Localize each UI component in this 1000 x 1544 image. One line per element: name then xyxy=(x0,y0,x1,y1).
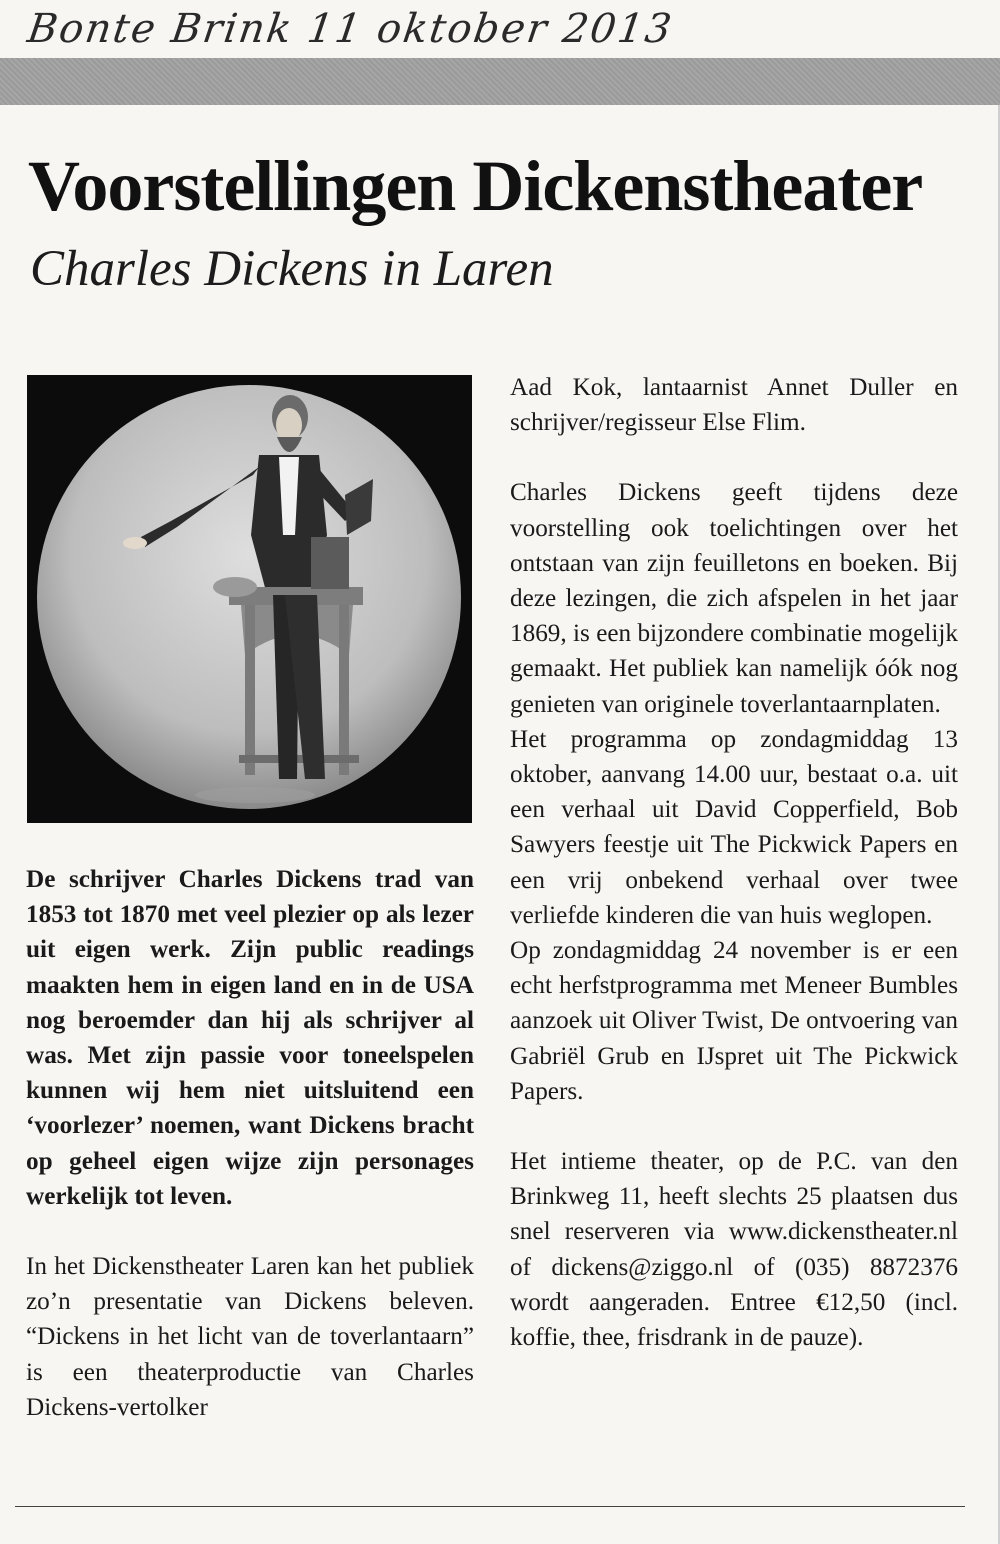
article-lead-paragraph: De schrijver Charles Dickens trad van 1853 tot 1870 met veel plezier op als lezer uit eigen werk. Zijn public readings maakten hem in eigen land en in de USA nog beroemder dan hij als schrijver al was. Met zijn passie voor toneelspelen kunnen wij hem niet uitsluitend een ‘voorlezer’ noemen, want Dickens bracht op geheel eigen wijze zijn personages werkelijk tot leven. xyxy=(26,866,474,1210)
article-headline: Voorstellingen Dickenstheater xyxy=(28,146,923,226)
body-paragraph-right-3: Het programma op zondagmiddag 13 oktober, aanvang 14.00 uur, bestaat o.a. uit een verhaal uit David Copperfield, Bob Sawyers feestje uit The Pickwick Papers en een vrij onbekend verhaal over twee verliefde kinderen die van huis weglopen. xyxy=(510,725,958,929)
body-paragraph-right-4: Op zondagmiddag 24 november is er een echt herfstprogramma met Meneer Bumbles aanzoek uit Oliver Twist, De ontvoering van Gabriël Grub en IJspret uit The Pickwick Papers. xyxy=(510,937,958,1105)
body-paragraph-right-5: Het intieme theater, op de P.C. van den Brinkweg 11, heeft slechts 25 plaatsen dus snel reserveren via www.dickenstheater.nl of dickens@ziggo.nl of (035) 8872376 wordt aangeraden. Entree €12,50 (incl. koffie, thee, frisdrank in de pauze). xyxy=(510,1148,958,1352)
body-paragraph-right-2: Charles Dickens geeft tijdens deze voorstelling ook toelichtingen over het ontstaan van zijn feuilletons en boeken. Bij deze lezingen, die zich afspelen in het jaar 1869, is een bijzondere combinatie mogelijk gemaakt. Het publiek kan namelijk óók nog genieten van originele toverlantaarnplaten. xyxy=(510,479,958,718)
right-column xyxy=(510,370,958,1355)
dickens-engraving-image xyxy=(27,375,472,823)
handwritten-source-note: Bonte Brink 11 oktober 2013 xyxy=(24,6,676,52)
body-paragraph-right-1: Aad Kok, lantaarnist Annet Duller en schrijver/regisseur Else Flim. xyxy=(510,374,958,437)
body-paragraph-left: In het Dickenstheater Laren kan het publiek zo’n presentatie van Dickens beleven. “Dickens in het licht van de toverlantaarn” is een theaterproductie van Charles Dickens-vertolker xyxy=(26,1253,474,1421)
article-subheadline: Charles Dickens in Laren xyxy=(30,241,554,297)
bottom-divider xyxy=(15,1506,965,1507)
header-band xyxy=(0,58,1000,105)
left-column xyxy=(26,862,474,1425)
